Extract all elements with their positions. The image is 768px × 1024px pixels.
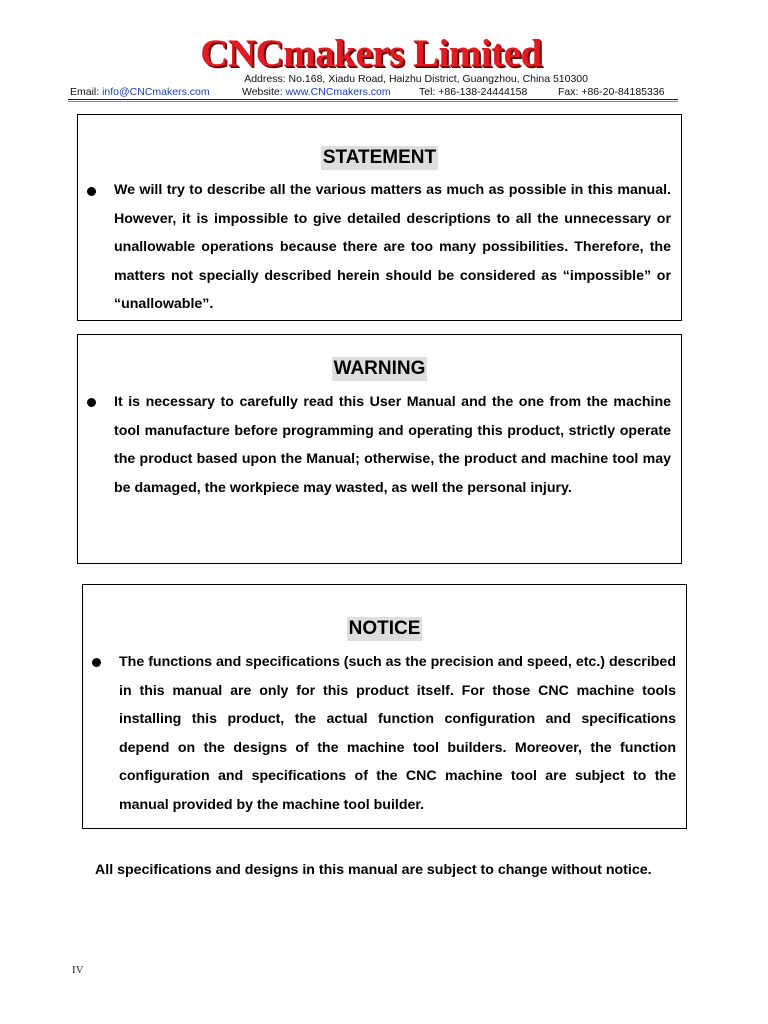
page-number: IV [72,964,84,976]
email-label: Email: [70,86,103,98]
notice-bullet-icon [92,658,101,667]
warning-title-wrap [78,357,681,381]
statement-title-wrap [78,146,681,170]
notice-title-wrap [83,617,686,641]
company-name: CNCmakers Limited [200,32,542,75]
warning-text: It is necessary to carefully read this User Manual and the one from the machine tool manufacture before programming and operating this product, strictly operate the product based upon the Manual; otherwise, the product and machine tool may be damaged, the workpiece may wasted, as well the personal injury. [114,394,671,496]
email-info [70,85,210,99]
notice-box [82,584,687,829]
website-link[interactable]: www.CNCmakers.com [285,86,391,98]
notice-title: NOTICE [348,618,421,639]
closing-note: All specifications and designs in this manual are subject to change without notice. [95,862,652,878]
tel-number: Tel: +86-138-24444158 [419,86,528,98]
email-link[interactable]: info@CNCmakers.com [102,86,210,98]
statement-bullet-icon [87,187,96,196]
warning-box [77,334,682,564]
website-info [242,85,391,99]
notice-text: The functions and specifications (such as the precision and speed, etc.) described in this manual are only for this product itself. For those CNC machine tools installing this product, the actual function configuration and specifications depend on the designs of the machine tool builders. Moreover, the function configuration and specifications of the CNC machine tool are subject to the manual provided by the machine tool builder. [119,654,676,813]
header-divider [68,99,678,100]
statement-text: We will try to describe all the various matters as much as possible in this manual. However, it is impossible to give detailed descriptions to all the unnecessary or unallowable operations because there are too many possibilities. Therefore, the matters not specially described herein should be considered as “impossible” or “unallowable”. [114,182,671,312]
statement-title: STATEMENT [322,147,437,168]
fax-number: Fax: +86-20-84185336 [558,86,665,98]
statement-box [77,114,682,321]
letterhead [68,30,678,102]
warning-bullet-icon [87,398,96,407]
website-label: Website: [242,86,286,98]
header-divider-secondary [68,101,678,102]
warning-title: WARNING [333,358,426,379]
company-address: Address: No.168, Xiadu Road, Haizhu District, Guangzhou, China 510300 [244,73,588,85]
